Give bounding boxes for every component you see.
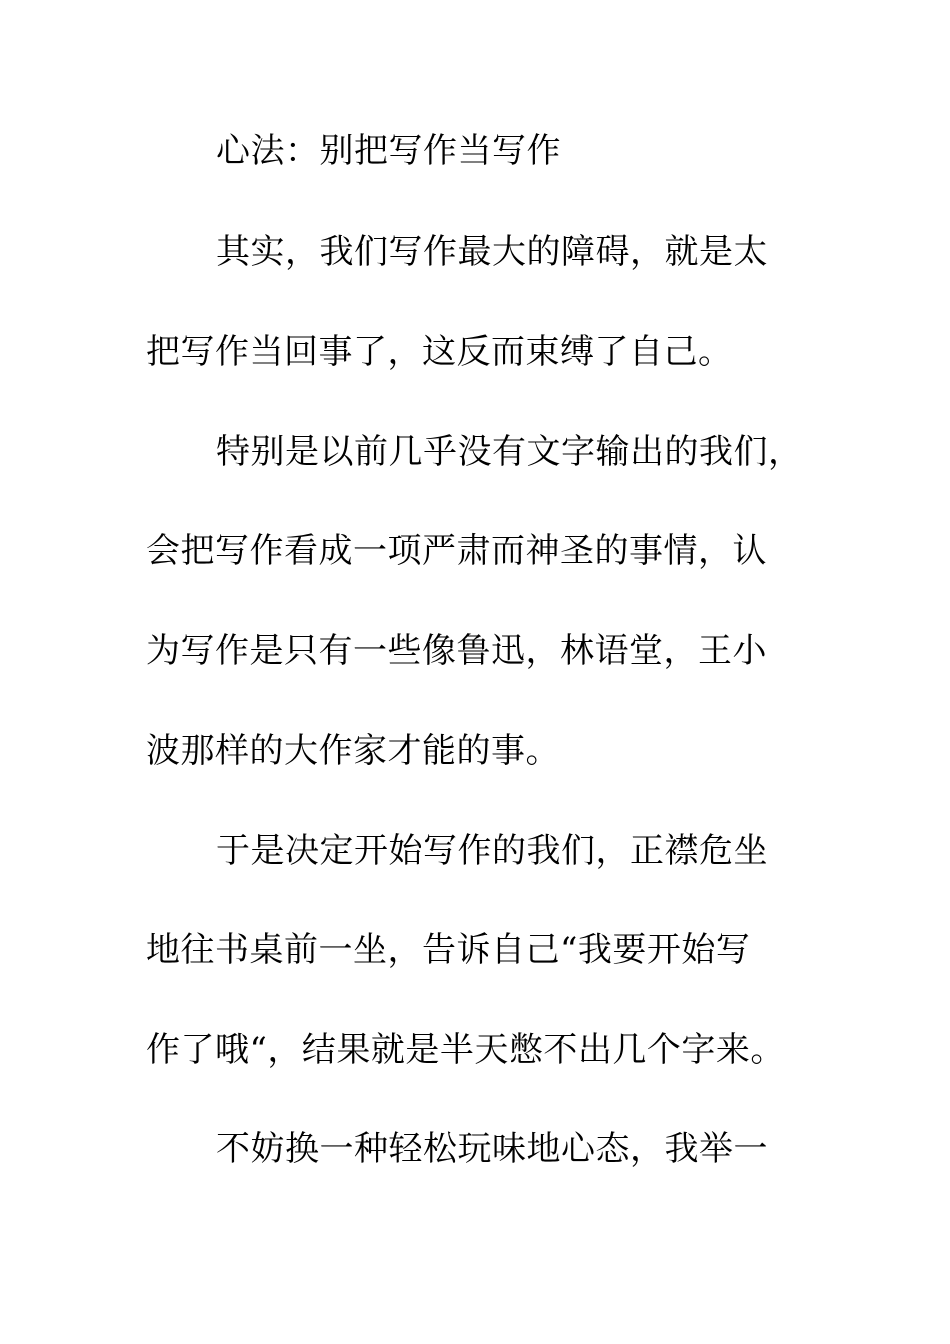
paragraph-line: 其实，我们写作最大的障碍，就是太 bbox=[216, 232, 768, 272]
paragraph-line: 地往书桌前一坐，告诉自己“我要开始写 bbox=[146, 930, 751, 970]
paragraph-line: 把写作当回事了，这反而束缚了自己。 bbox=[146, 332, 733, 372]
paragraph-line: 于是决定开始写作的我们，正襟危坐 bbox=[216, 831, 768, 871]
paragraph-line: 为写作是只有一些像鲁迅，林语堂，王小 bbox=[146, 631, 767, 671]
section-heading: 心法：别把写作当写作 bbox=[216, 131, 561, 171]
paragraph-line: 作了哦“，结果就是半天憋不出几个字来。 bbox=[146, 1030, 785, 1070]
paragraph-line: 波那样的大作家才能的事。 bbox=[146, 731, 560, 771]
paragraph-line: 特别是以前几乎没有文字输出的我们， bbox=[216, 432, 803, 472]
paragraph-line: 会把写作看成一项严肃而神圣的事情，认 bbox=[146, 531, 767, 571]
paragraph-line: 不妨换一种轻松玩味地心态，我举一 bbox=[216, 1129, 768, 1169]
